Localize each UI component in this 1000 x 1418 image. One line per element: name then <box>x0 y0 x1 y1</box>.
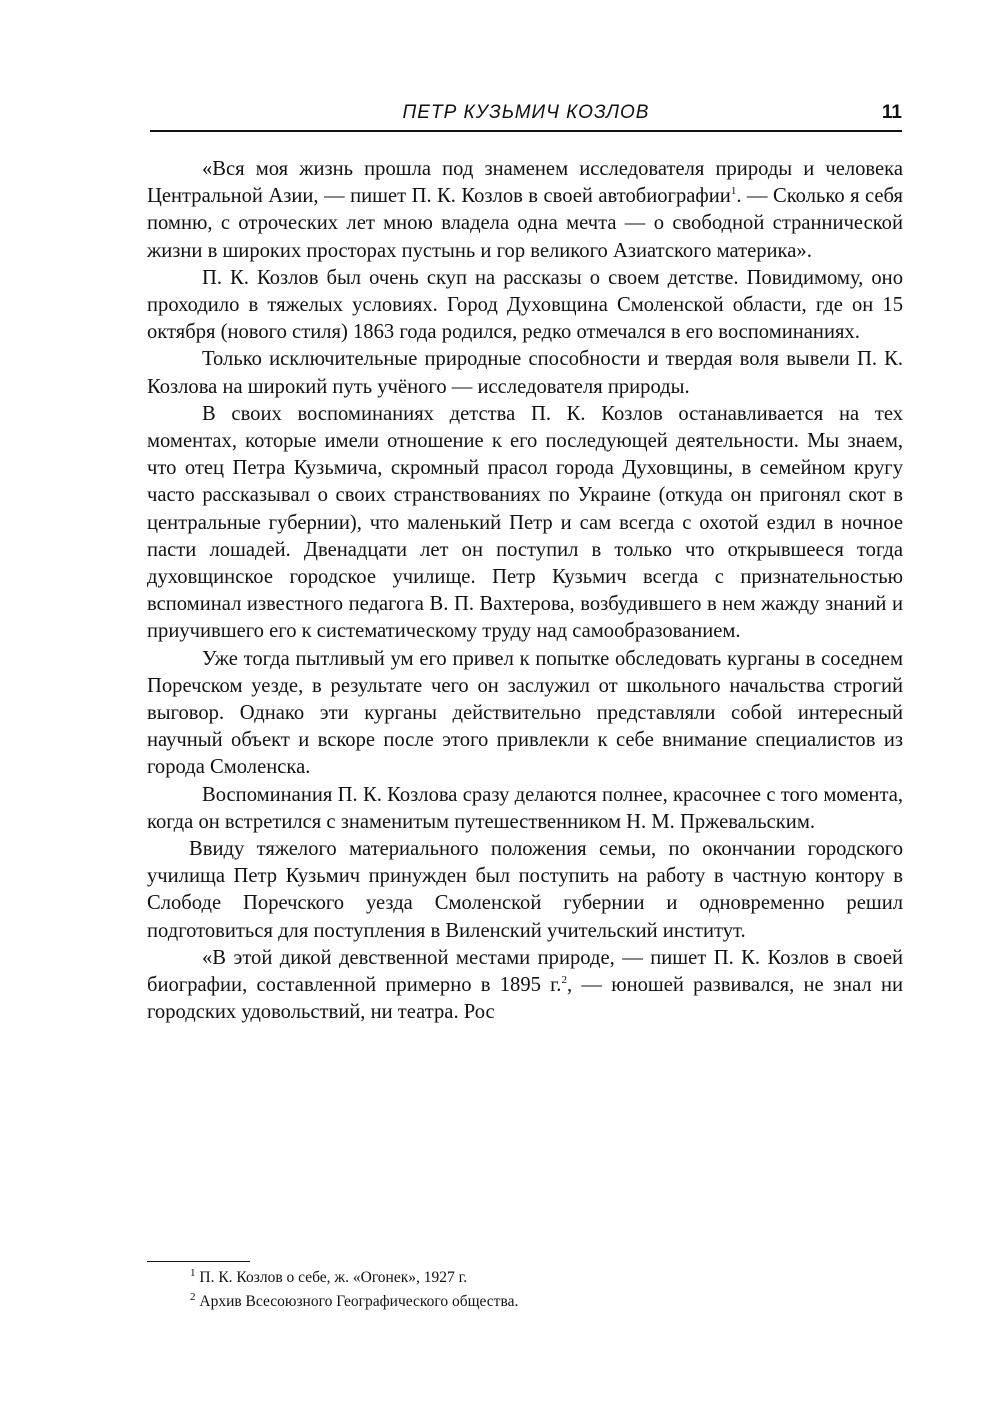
paragraph: Уже тогда пытливый ум его привел к попытке обследовать курганы в соседнем Поречском уезде, в результате чего он заслужил от школьного начальства строгий выговор. Однако эти курганы действительно представляли собой интересный научный объект и вскоре после этого привлекли к себе внимание специалистов из города Смоленска. <box>147 647 903 779</box>
main-text <box>147 156 903 1027</box>
running-title: ПЕТР КУЗЬМИЧ КОЗЛОВ <box>402 102 650 123</box>
footnote: $^2$ Архив Всесоюзного Географического общества. <box>190 1290 519 1310</box>
running-header <box>150 98 902 132</box>
paragraph: В своих воспоминаниях детства П. К. Козлов останавливается на тех моментах, которые имели отношение к его последующей деятельности. Мы знаем, что отец Петра Кузьмича, скромный прасол города Духовщины, в семейном кругу часто рассказывал о своих странствованиях по Украине (откуда он пригонял скот в центральные губернии), что маленький Петр и сам всегда с охотой ездил в ночное пасти лошадей. Двенадцати лет он поступил в только что открывшееся тогда духовщинское городское училище. Петр Кузьмич всегда с признательностью вспоминал известного педагога В. П. Вахтерова, возбудившего в нем жажду знаний и приучившего его к систематическому труду над самообразованием. <box>147 402 903 643</box>
paragraph: Только исключительные природные способности и твердая воля вывели П. К. Козлова на широкий путь учёного — исследователя природы. <box>147 348 903 398</box>
paragraph: «В этой дикой девственной местами природе, — пишет П. К. Козлов в своей биографии, составленной примерно в 1895 г.$^2$, — юношей развивался, не знал ни городских удовольствий, ни театра. Рос <box>147 946 903 1024</box>
page-number: 11 <box>881 102 902 123</box>
paragraph: «Вся моя жизнь прошла под знаменем исследователя природы и человека Центральной Азии, — пишет П. К. Козлов в своей автобиографии$^1$. — Сколько я себя помню, с отроческих лет мною владела одна мечта — о свободной страннической жизни в широких просторах пустынь и гор великого Азиатского материка». <box>147 158 903 262</box>
footnote-ref: 2 <box>561 974 567 987</box>
paragraph: Ввиду тяжелого материального положения семьи, по окончании городского училища Петр Кузьмич принужден был поступить на работу в частную контору в Слободе Поречского уезда Смоленской губернии и одновременно решил подготовиться для поступления в Виленский учительский институт. <box>147 838 903 942</box>
footnote-divider <box>147 1261 250 1262</box>
footnotes <box>190 1266 790 1314</box>
footnote-ref: 1 <box>730 185 737 198</box>
footnote: $^1$ П. К. Козлов о себе, ж. «Огонек», 1927 г. <box>190 1266 468 1286</box>
paragraph: Воспоминания П. К. Козлова сразу делаются полнее, красочнее с того момента, когда он встретился с знаменитым путешественником Н. М. Пржевальским. <box>147 783 903 833</box>
paragraph: П. К. Козлов был очень скуп на рассказы о своем детстве. Повидимому, оно проходило в тяжелых условиях. Город Духовщина Смоленской области, где он 15 октября (нового стиля) 1863 года родился, редко отмечался в его воспоминаниях. <box>147 266 903 344</box>
